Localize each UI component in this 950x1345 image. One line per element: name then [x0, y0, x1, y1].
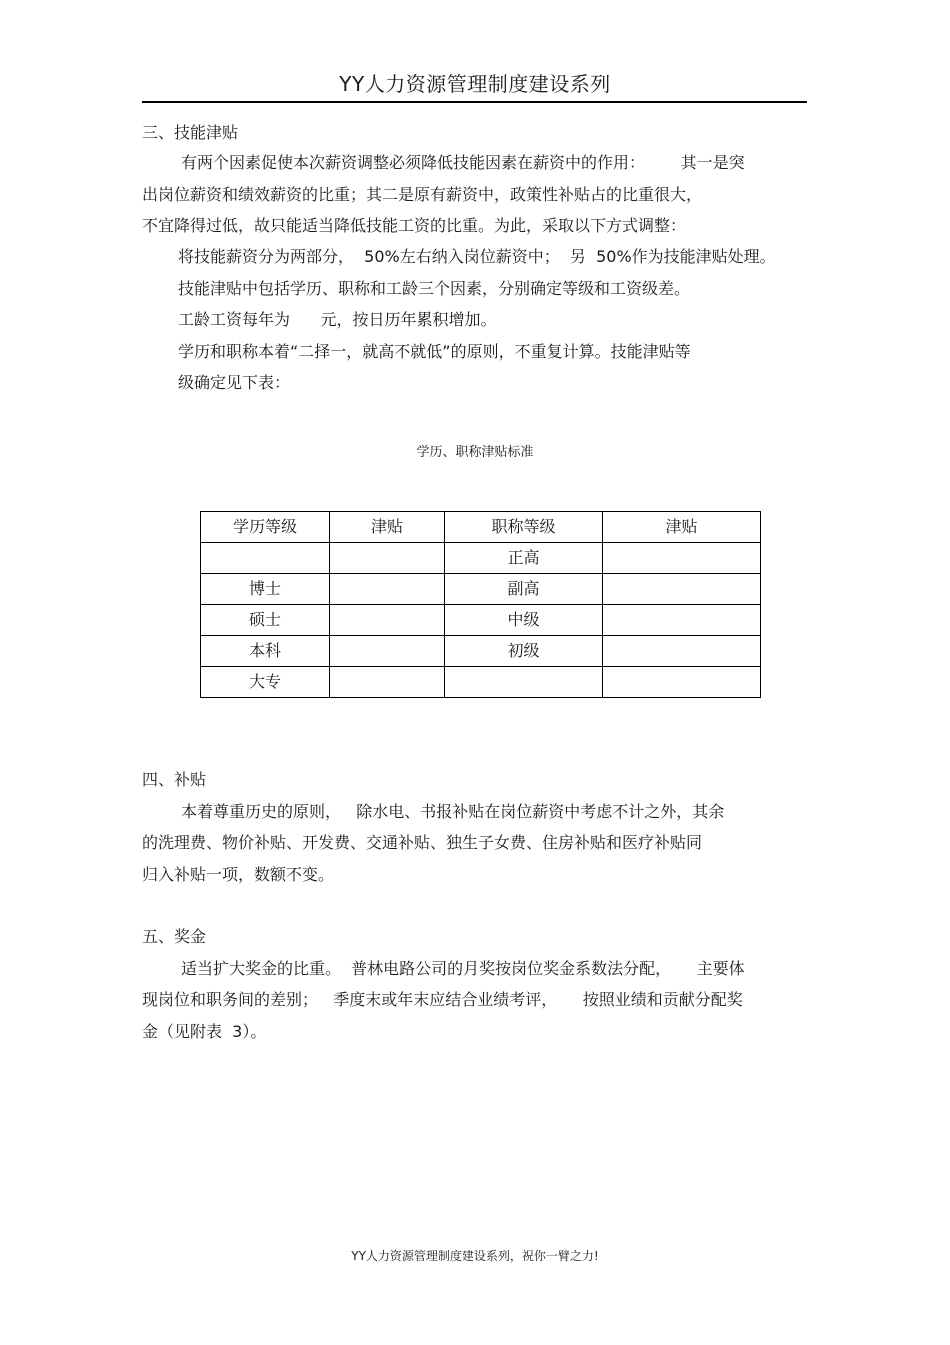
table-cell: [330, 605, 445, 636]
table-cell: 初级: [445, 636, 603, 667]
paragraph-line: 归入补贴一项，数额不变。: [142, 865, 335, 884]
paragraph-line: 级确定见下表：: [178, 373, 291, 392]
page-header-title: YY人力资源管理制度建设系列: [339, 72, 611, 96]
paragraph-line: 本着尊重历史的原则， 除水电、书报补贴在岗位薪资中考虑不计之外，其余: [181, 802, 725, 821]
paragraph-line: 现岗位和职务间的差别； 季度末或年末应结合业绩考评， 按照业绩和贡献分配奖: [142, 990, 743, 1009]
allowance-standard-table: [200, 511, 761, 698]
paragraph-line: 学历和职称本着“二择一，就高不就低”的原则，不重复计算。技能津贴等: [178, 342, 691, 361]
table-cell: [603, 667, 761, 698]
paragraph-line: 将技能薪资分为两部分， 50%左右纳入岗位薪资中； 另 50%作为技能津贴处理。: [178, 247, 776, 266]
table-cell: 副高: [445, 574, 603, 605]
page-footer: YY人力资源管理制度建设系列，祝你一臂之力!: [351, 1249, 599, 1263]
table-cell: 大专: [201, 667, 330, 698]
table-row: [201, 574, 761, 605]
table-cell: [603, 543, 761, 574]
table-cell: [201, 543, 330, 574]
table-cell: 博士: [201, 574, 330, 605]
paragraph-line: 金（见附表 3）。: [142, 1022, 267, 1041]
table-row: [201, 636, 761, 667]
table-cell: [445, 667, 603, 698]
header-cell-education-level: 学历等级: [201, 512, 330, 543]
table-cell: [603, 574, 761, 605]
table-row: [201, 605, 761, 636]
paragraph-line: 适当扩大奖金的比重。 普林电路公司的月奖按岗位奖金系数法分配， 主要体: [181, 959, 745, 978]
header-divider: [142, 101, 807, 103]
table-cell: [330, 636, 445, 667]
table-cell: [603, 605, 761, 636]
table-cell: 本科: [201, 636, 330, 667]
paragraph-line: 出岗位薪资和绩效薪资的比重；其二是原有薪资中，政策性补贴占的比重很大，: [142, 185, 703, 204]
header-cell-allowance: 津贴: [330, 512, 445, 543]
paragraph-line: 的洗理费、物价补贴、开发费、交通补贴、独生子女费、住房补贴和医疗补贴同: [142, 833, 703, 852]
table-cell: [330, 667, 445, 698]
table-cell: 中级: [445, 605, 603, 636]
table-cell: [603, 636, 761, 667]
section-heading: 四、补贴: [142, 770, 207, 789]
paragraph-line: 有两个因素促使本次薪资调整必须降低技能因素在薪资中的作用： 其一是突: [181, 153, 745, 172]
table-cell: [330, 543, 445, 574]
table-cell: [330, 574, 445, 605]
header-cell-allowance: 津贴: [603, 512, 761, 543]
table-row: [201, 543, 761, 574]
table-header-row: [201, 512, 761, 543]
section-heading: 三、技能津贴: [142, 123, 239, 142]
paragraph-line: 技能津贴中包括学历、职称和工龄三个因素，分别确定等级和工资级差。: [178, 279, 691, 298]
section-heading: 五、奖金: [142, 927, 207, 946]
paragraph-line: 工龄工资每年为 元，按日历年累积增加。: [178, 310, 497, 329]
paragraph-line: 不宜降得过低，故只能适当降低技能工资的比重。为此，采取以下方式调整：: [142, 216, 687, 235]
table-cell: 正高: [445, 543, 603, 574]
table-caption: 学历、职称津贴标准: [416, 445, 534, 460]
table-cell: 硕士: [201, 605, 330, 636]
table-row: [201, 667, 761, 698]
header-cell-title-level: 职称等级: [445, 512, 603, 543]
